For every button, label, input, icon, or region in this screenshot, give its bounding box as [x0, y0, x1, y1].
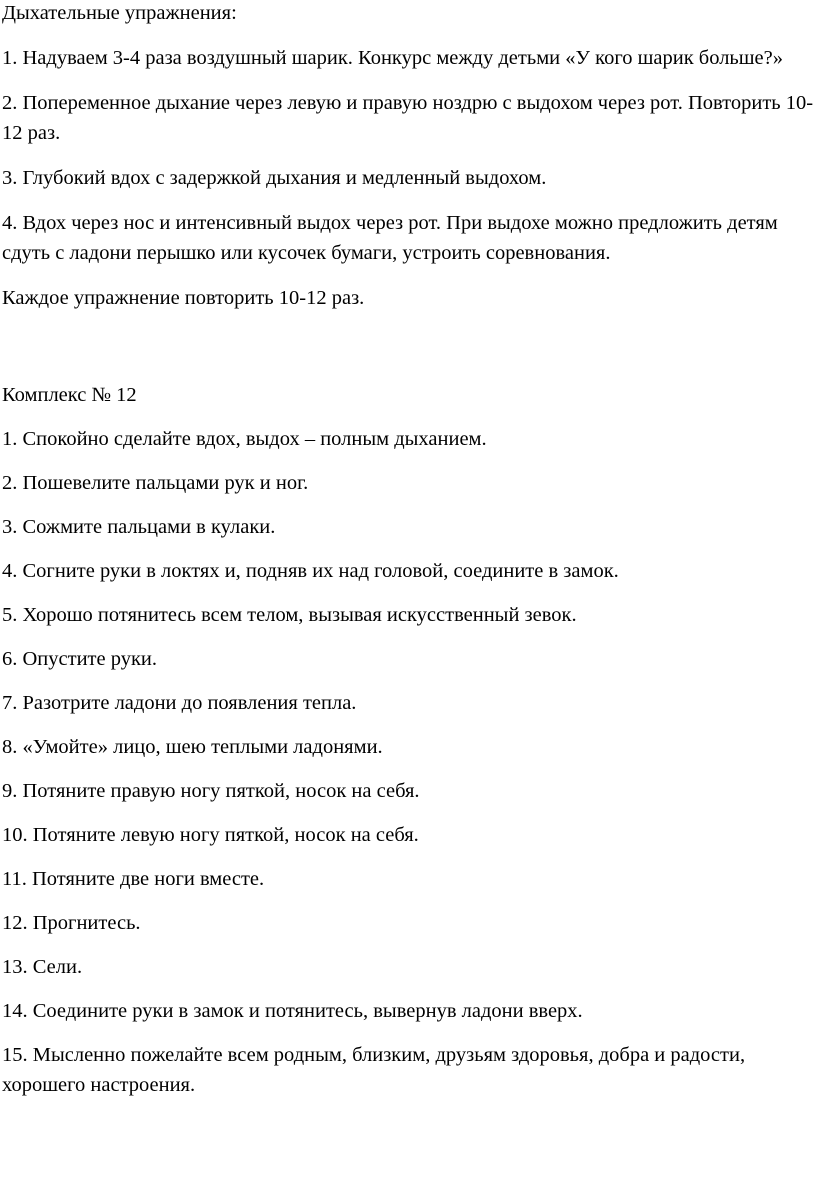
complex-item: 1. Спокойно сделайте вдох, выдох – полным дыханием.	[2, 428, 487, 450]
complex-item: 3. Сожмите пальцами в кулаки.	[2, 516, 276, 538]
complex-item: 5. Хорошо потянитесь всем телом, вызывая искусственный зевок.	[2, 604, 577, 626]
complex-item: 2. Пошевелите пальцами рук и ног.	[2, 472, 309, 494]
complex-item: 8. «Умойте» лицо, шею теплыми ладонями.	[2, 736, 383, 758]
breathing-title: Дыхательные упражнения:	[2, 2, 237, 24]
complex-item: 13. Сели.	[2, 956, 83, 978]
complex-item: 12. Прогнитесь.	[2, 912, 141, 934]
breathing-item: 2. Попеременное дыхание через левую и правую ноздрю с выдохом через рот. Повторить 10-12 раз.	[2, 92, 814, 144]
complex-item: 6. Опустите руки.	[2, 648, 158, 670]
breathing-item: 3. Глубокий вдох с задержкой дыхания и медленный выдохом.	[2, 167, 547, 189]
complex-item: 11. Потяните две ноги вместе.	[2, 868, 265, 890]
complex-item: 15. Мысленно пожелайте всем родным, близким, друзьям здоровья, добра и радости, хорошего настроения.	[2, 1044, 746, 1096]
breathing-item: 4. Вдох через нос и интенсивный выдох через рот. При выдохе можно предложить детям сдуть с ладони перышко или кусочек бумаги, устроить соревнования.	[2, 212, 778, 264]
complex-item: 14. Соедините руки в замок и потянитесь, вывернув ладони вверх.	[2, 1000, 583, 1022]
breathing-item: 1. Надуваем 3-4 раза воздушный шарик. Конкурс между детьми «У кого шарик больше?»	[2, 47, 784, 69]
breathing-note: Каждое упражнение повторить 10-12 раз.	[2, 287, 365, 309]
complex-item: 7. Разотрите ладони до появления тепла.	[2, 692, 357, 714]
complex-title: Комплекс № 12	[2, 384, 137, 406]
document-body	[2, 0, 814, 1100]
complex-item: 4. Согните руки в локтях и, подняв их над головой, соедините в замок.	[2, 560, 619, 582]
complex-item: 10. Потяните левую ногу пяткой, носок на себя.	[2, 824, 419, 846]
complex-item: 9. Потяните правую ногу пяткой, носок на себя.	[2, 780, 420, 802]
